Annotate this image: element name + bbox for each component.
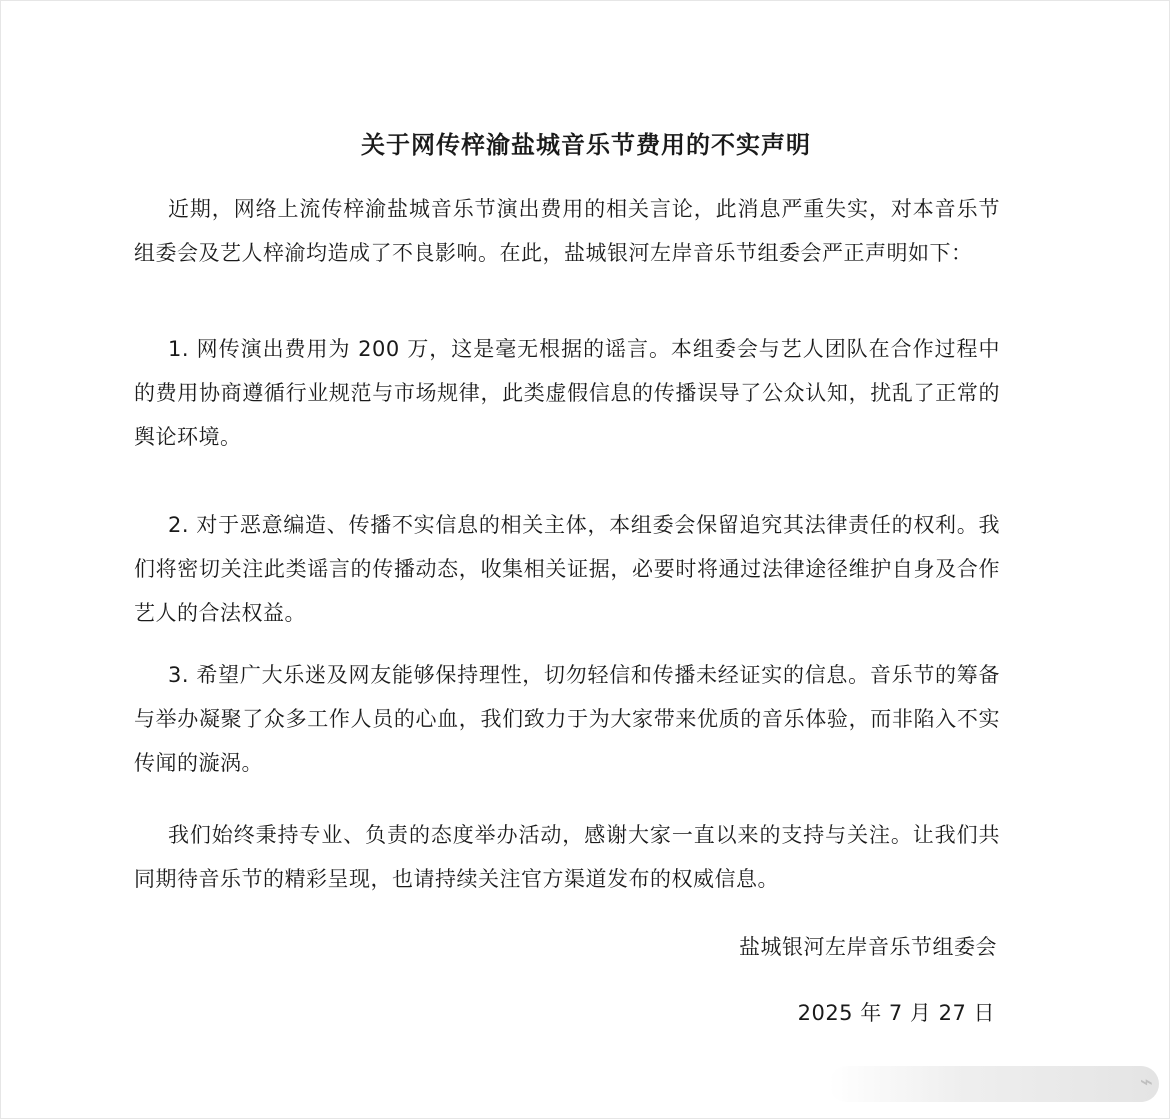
signature-organizer: 盐城银河左岸音乐节组委会 xyxy=(739,935,997,959)
statement-item-2: 2. 对于恶意编造、传播不实信息的相关主体，本组委会保留追究其法律责任的权利。我们将密切关注此类谣言的传播动态，收集相关证据，必要时将通过法律途径维护自身及合作艺人的合法权益。 xyxy=(134,513,1000,625)
intro-paragraph: 近期，网络上流传梓渝盐城音乐节演出费用的相关言论，此消息严重失实，对本音乐节组委会及艺人梓渝均造成了不良影响。在此，盐城银河左岸音乐节组委会严正声明如下： xyxy=(134,197,1000,265)
weibo-watermark-icon: ⌁ xyxy=(1139,1070,1153,1095)
statement-item-3: 3. 希望广大乐迷及网友能够保持理性，切勿轻信和传播未经证实的信息。音乐节的筹备与举办凝聚了众多工作人员的心血，我们致力于为大家带来优质的音乐体验，而非陷入不实传闻的漩涡。 xyxy=(134,663,1000,775)
watermark-overlay xyxy=(829,1066,1159,1102)
statement-date: 2025 年 7 月 27 日 xyxy=(797,1001,995,1025)
statement-title: 关于网传梓渝盐城音乐节费用的不实声明 xyxy=(361,131,811,159)
closing-paragraph: 我们始终秉持专业、负责的态度举办活动，感谢大家一直以来的支持与关注。让我们共同期待音乐节的精彩呈现，也请持续关注官方渠道发布的权威信息。 xyxy=(134,823,1000,891)
statement-item-1: 1. 网传演出费用为 200 万，这是毫无根据的谣言。本组委会与艺人团队在合作过程中的费用协商遵循行业规范与市场规律，此类虚假信息的传播误导了公众认知，扰乱了正常的舆论环境。 xyxy=(134,337,1000,449)
